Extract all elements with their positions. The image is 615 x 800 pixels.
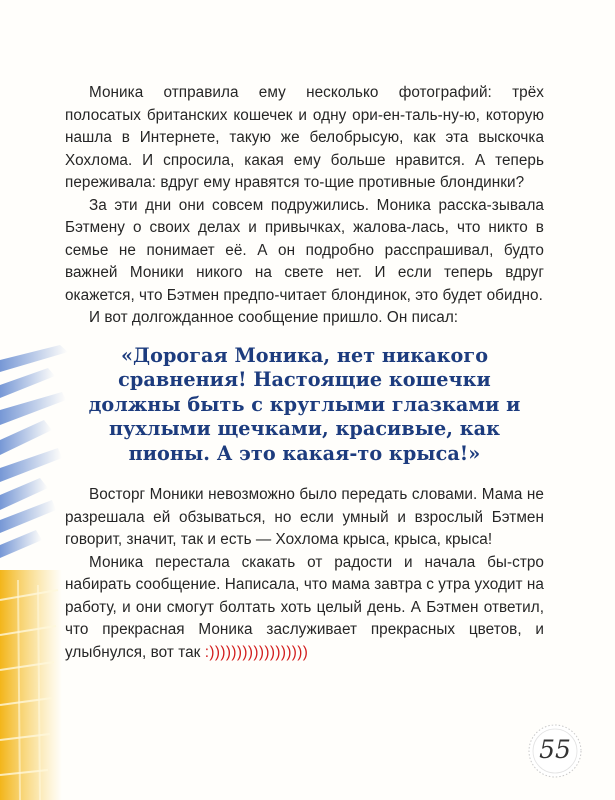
paragraph-3: И вот долгожданное сообщение пришло. Он писал: [89, 309, 459, 326]
yellow-tiles [0, 570, 62, 800]
blue-brushstrokes [0, 345, 68, 558]
page-number: 55 [539, 735, 571, 764]
text-column [65, 82, 544, 664]
paragraph-5 [65, 552, 544, 665]
paragraph-2: За эти дни они совсем подружились. Моника расска-зывала Бэтмену о своих делах и привычках, жалова-лась, что никто в семье не понимает её. А он подробно расспрашивал, будто важней Моники никого на свете нет. И если теперь вдруг окажется, что Бэтмен предпо-читает блондинок, это будет обидно. [65, 196, 544, 304]
paragraph-4: Восторг Моники невозможно было передать словами. Мама не разрешала ей обзываться, но если умный и взрослый Бэтмен говорит, значит, так и есть — Хохлома крыса, крыса, крыса! [65, 486, 544, 548]
smiley-text: :)))))))))))))))))) [204, 643, 309, 661]
paragraph-5-text: Моника перестала скакать от радости и начала бы-стро набирать сообщение. Написала, что мама завтра с утра уходит на работу, и они смогут болтать хоть целый день. А Бэтмен ответил, что прекрасная Моника заслуживает прекрасных цветов, и улыбнулся, вот так [65, 553, 544, 661]
paragraph-1: Моника отправила ему несколько фотографий: трёх полосатых британских кошечек и одну ори-ен-таль-ну-ю, которую нашла в Интернете, такую же белобрысую, как эта выскочка Хохлома. И спросила, какая ему больше нравится. А теперь переживала: вдруг ему нравятся то-щие противные блондинки? [65, 84, 544, 191]
quote-block: «Дорогая Моника, нет никакого сравнения! Настоящие кошечки должны быть с круглыми глазками и пухлыми щечками, красивые, как пионы. А это какая-то крыса!» [88, 343, 521, 465]
